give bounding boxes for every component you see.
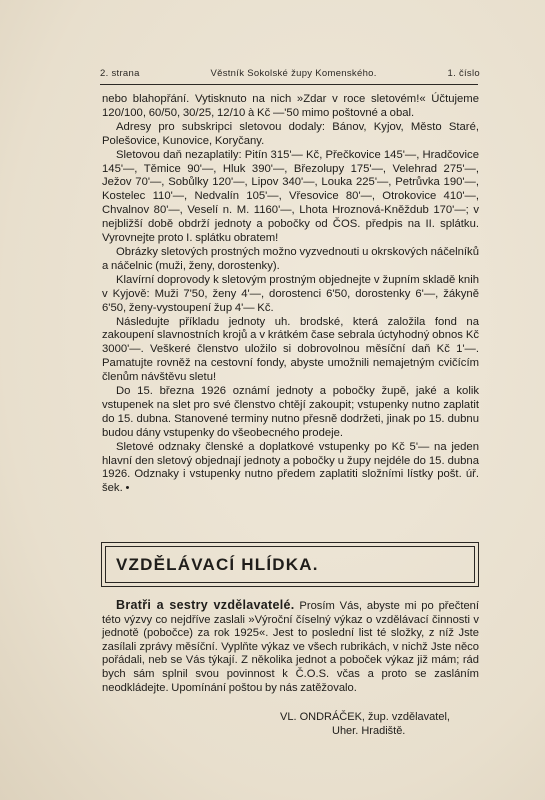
section-heading-box — [101, 542, 479, 587]
paragraph-greeting-cards: nebo blahopřání. Vytisknuto na nich »Zdar v roce sletovém!« Účtujeme 120/100, 60/50, 30/25, 12/10 à Kč —'50 mimo poštovné a obal. — [102, 93, 479, 119]
education-lead: Bratři a sestry vzdělavatelé. — [116, 598, 295, 612]
signature-name: VL. ONDRÁČEK, žup. vzdělavatel, — [280, 711, 450, 723]
paragraph-ticket-orders: Do 15. března 1926 oznámí jednoty a pobočky župě, jaké a kolik vstupenek na slet pro své členstvo chtějí zakoupit; vstupenky nutno zaplatit do 15. dubna. Stanovené terminy nutno přesně dodržeti, jinak po 15. dubnu budou dány vstupenky do všeobecného prodeje. — [102, 385, 479, 439]
paragraph-unpaid-tax: Sletovou daň nezaplatily: Pitín 315'— Kč, Přečkovice 145'—, Hradčovice 145'—, Těmice 90'—, Hluk 390'—, Březolupy 175'—, Velehrad 275'—, Ježov 70'—, Sobůlky 120'—, Lipov 340'—, Louka 225'—, Petrůvka 190'—, Kostelec 110'—, Nedvalín 105'—, Vřesovice 80'—, Otrokovice 410'—, Chvalnov 80'—, Veselí n. M. 1160'—, Lhota Hroznová-Kněždub 170'—; v nejbližší době obdrží jednoty a pobočky od ČOS. předpis na II. splátku. Vyrovnejte proto I. splátku obratem! — [102, 148, 479, 245]
header-divider — [100, 84, 478, 85]
paragraph-subscription: Adresy pro subskripci sletovou dodaly: Bánov, Kyjov, Město Staré, Polešovice, Kunovice, Koryčany. — [102, 120, 479, 147]
badges-text: Sletové odznaky členské a doplatkové vstupenky po Kč 5'— na jeden hlavní den sletový objednají jednoty a pobočky u župy nejdéle do 15. dubna 1926. Odznaky i vstupenky nutno předem zaplatiti složními lístky pošt. úř. šek. — [102, 440, 479, 495]
paragraph-badges — [102, 441, 479, 497]
education-text: Prosím Vás, abyste mi po přečtení této výzvy co nejdříve zaslali »Výroční číselný výkaz o vzdělávací činnosti v jednotě (pobočce) za rok 1925«. Jest to poslední list té složky, z níž Jste zasílali zprávy měsíční. Vyplňte výkaz ve všech rubrikách, v nichž Jste něco pořádali, neb se Vás týkají. Z několika jednot a poboček výkaz již mám; rád bych sám splnil svou povinnost k Č.O.S. včas a proto se zasláním neodkládejte. Upomínání poštou by nás zatěžovalo. — [102, 600, 479, 694]
section-title: VZDĚLÁVACÍ HLÍDKA. — [116, 554, 319, 574]
running-head — [100, 68, 480, 79]
end-mark: • — [125, 482, 130, 495]
signature-block — [280, 710, 480, 738]
paragraph-piano-accompaniment: Klavírní doprovody k sletovým prostným objednejte v župním skladě knih v Kyjově: Muži 7'50, ženy 4'—, dorostenci 6'50, dorostenky 6'—, žákyně 6'50, ženy-vystoupení žup 4'— Kč. — [102, 273, 479, 314]
journal-title: Věstník Sokolské župy Komenského. — [210, 68, 377, 79]
paragraph-exercise-pictures: Obrázky sletových prostných možno vyzvednouti u okrskových náčelníků a náčelnic (muži, ženy, dorostenky). — [102, 245, 479, 272]
issue-number-label: 1. číslo — [447, 68, 480, 79]
education-paragraph — [102, 599, 479, 695]
announcements-body — [102, 93, 479, 496]
education-section-body — [102, 599, 479, 695]
section-heading-inner-frame — [105, 546, 475, 583]
page-number-label: 2. strana — [100, 68, 140, 79]
paragraph-costume-fund: Následujte příkladu jednoty uh. brodské, která založila fond na zakoupení slavnostních krojů a v krátkém čase sebrala úctyhodný obnos Kč 3000'—. Veškeré členstvo uložilo si dobrovolnou měsíční daň Kč 1'—. Pamatujte rovněž na cestovní fondy, abyste umožnili nemajetným cvičícím členům návštěvu sletu! — [102, 315, 479, 384]
signature-place: Uher. Hradiště. — [332, 725, 406, 737]
